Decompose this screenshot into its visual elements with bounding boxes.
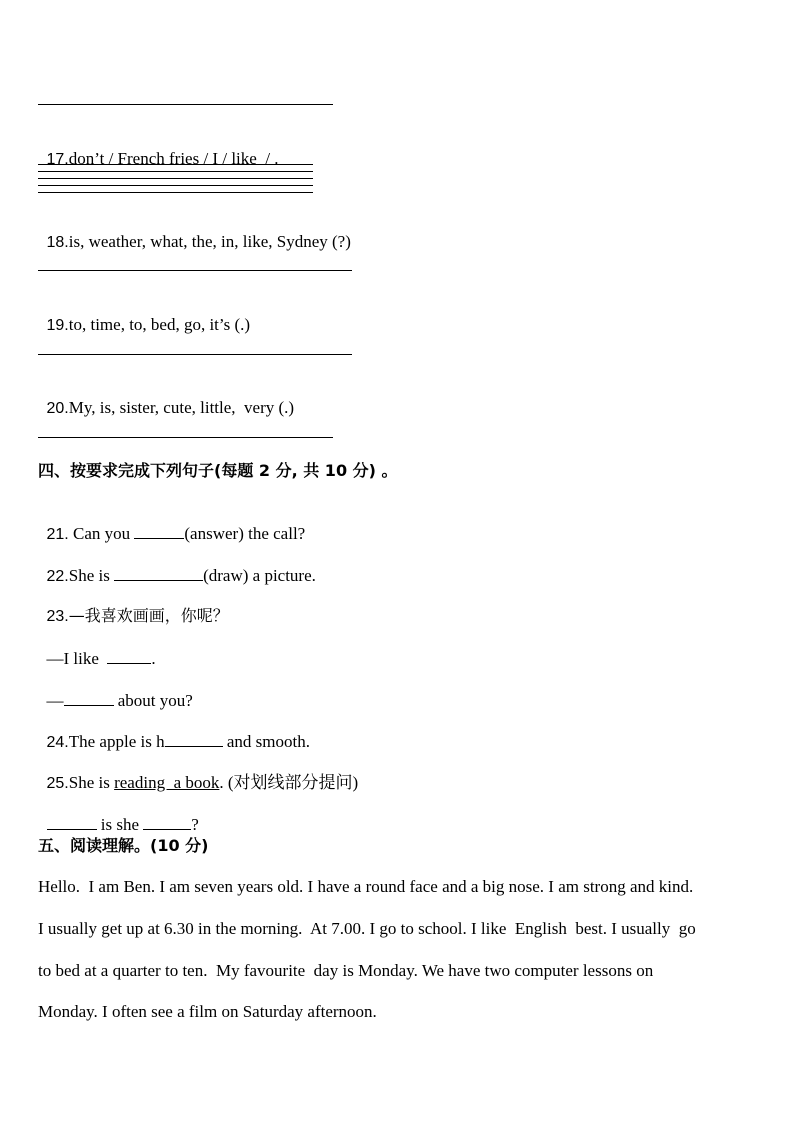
underlined-phrase: reading a book [114,773,220,792]
question-text: and smooth. [222,732,310,751]
answer-text: ? [191,815,199,834]
fill-blank[interactable] [107,648,151,664]
answer-line-20[interactable] [38,437,333,438]
section-5-heading: 五、阅读理解。(10 分) [38,836,209,855]
passage-line: Monday. I often see a film on Saturday afternoon. [38,1002,377,1021]
question-23 [38,586,229,627]
answer-line-19[interactable] [38,354,352,355]
question-number: 21. [46,526,69,543]
question-21 [38,503,305,545]
question-22 [38,545,316,587]
question-number: 18. [46,234,69,251]
question-text: —我喜欢画画，你呢？ [68,606,229,625]
question-text: . (对划线部分提问) [219,773,359,792]
question-number: 22. [46,568,69,585]
answer-line-17c[interactable] [38,178,313,179]
question-text: She is [68,773,115,792]
answer-line-18[interactable] [38,270,352,271]
question-23-line-1 [38,628,156,669]
question-number: 20. [46,400,69,417]
question-18 [38,212,351,253]
question-number: 19. [46,317,69,334]
answer-line-17d[interactable] [38,185,313,186]
question-24 [38,711,310,753]
question-text: don’t / French fries / I / like / . [68,149,279,168]
question-text: My, is, sister, cute, little, very (.) [68,398,295,417]
dialogue-text: about you? [113,691,193,710]
question-number: 25. [46,775,69,792]
question-number: 24. [46,734,69,751]
dialogue-text: —I like [46,649,108,668]
question-text: Can you [68,524,135,543]
section-4-heading: 四、按要求完成下列句子(每题 2 分, 共 10 分) 。 [38,461,398,480]
dialogue-text: . [151,649,156,668]
question-number: 17. [46,151,69,168]
fill-blank[interactable] [165,731,223,747]
question-23-line-2 [38,670,193,711]
fill-blank[interactable] [143,814,191,830]
question-text: She is [68,566,115,585]
question-19 [38,295,250,336]
question-25 [38,753,358,794]
question-text: The apple is h [68,732,165,751]
answer-line-17a[interactable] [38,164,313,165]
fill-blank[interactable] [134,523,184,539]
fill-blank[interactable] [114,565,203,581]
fill-blank[interactable] [47,814,97,830]
question-25-answer [38,794,199,835]
question-text: is, weather, what, the, in, like, Sydney (?) [68,232,351,251]
dialogue-text: — [46,691,64,710]
answer-line-17e[interactable] [38,192,313,193]
question-text: (draw) a picture. [203,566,316,585]
question-number: 23. [46,608,69,625]
question-text: to, time, to, bed, go, it’s (.) [68,315,251,334]
passage-line: I usually get up at 6.30 in the morning. At 7.00. I go to school. I like English best. I usually go [38,919,696,938]
passage-line: Hello. I am Ben. I am seven years old. I have a round face and a big nose. I am strong and kind. [38,877,694,896]
answer-line-17b[interactable] [38,171,313,172]
fill-blank[interactable] [64,690,114,706]
answer-line-16[interactable] [38,104,333,105]
passage-line: to bed at a quarter to ten. My favourite day is Monday. We have two computer lessons on [38,961,654,980]
question-20 [38,378,294,419]
question-text: (answer) the call? [184,524,306,543]
answer-text: is she [96,815,144,834]
